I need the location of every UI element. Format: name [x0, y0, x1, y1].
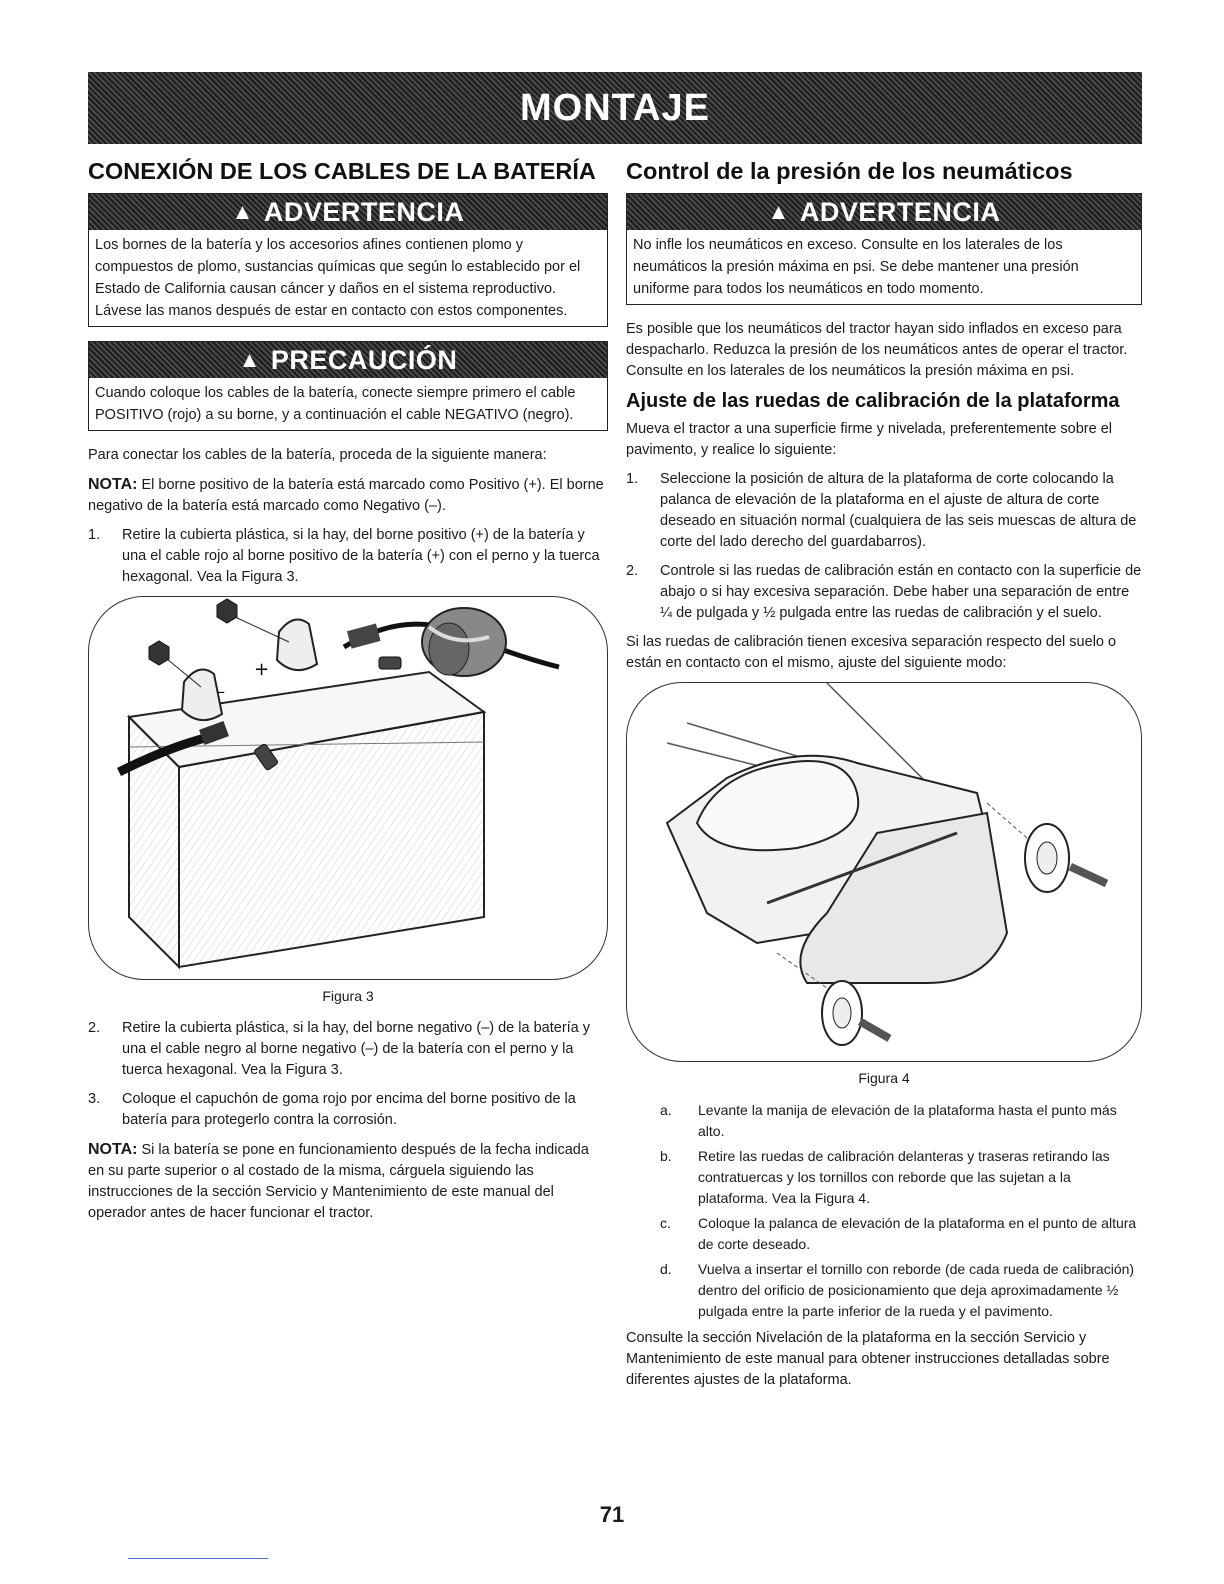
gauge-intro: Mueva el tractor a una superficie firme y nivelada, preferentemente sobre el pavimento, y realice lo siguiente: — [626, 421, 1112, 458]
banner-title: MONTAJE — [520, 86, 710, 129]
battery-intro: Para conectar los cables de la batería, proceda de la siguiente manera: — [88, 447, 547, 463]
plus-mark: + — [254, 659, 270, 680]
note-label: NOTA: — [88, 476, 138, 493]
warning-header — [627, 194, 1141, 230]
adjust-intro: Si las ruedas de calibración tienen excesiva separación respecto del suelo o están en contacto con el mismo, ajuste del siguiente modo: — [626, 634, 1117, 671]
step-text: Retire la cubierta plástica, si la hay, del borne negativo (–) de la batería y una el cable negro al borne negativo (–) de la batería con el perno y la tuerca hexagonal. Vea la Figura 3. — [122, 1020, 591, 1078]
battery-diagram — [89, 597, 608, 979]
list-item — [88, 1089, 608, 1131]
warning-triangle-icon: ▲ — [238, 347, 261, 372]
list-item — [660, 1146, 1142, 1209]
warning-text: No infle los neumáticos en exceso. Consulte en los laterales de los neumáticos la presión máxima en psi. Se debe mantener una presión uniforme para todos los neumáticos en todo momento. — [633, 237, 1079, 297]
figure-3-battery-illustration — [88, 596, 608, 980]
section-banner — [88, 72, 1142, 144]
caution-text: Cuando coloque los cables de la batería, conecte siempre primero el cable POSITIVO (rojo) a su borne, y a continuación el cable NEGATIVO (negro). — [95, 385, 576, 423]
step-number: 2. — [88, 1020, 101, 1036]
list-item — [660, 1213, 1142, 1255]
list-item — [626, 469, 1142, 553]
figure-4-deck-illustration — [626, 682, 1142, 1062]
substep-letter: d. — [660, 1261, 672, 1277]
step-text: Seleccione la posición de altura de la plataforma de corte colocando la palanca de elevación de la plataforma en el ajuste de altura de corte deseado en situación normal (cualquiera de las seis muescas de altura de corte del lado derecho del guardabarros). — [660, 471, 1137, 550]
left-column — [88, 158, 608, 1232]
list-item — [660, 1259, 1142, 1322]
deck-wheel-diagram — [627, 683, 1142, 1061]
note-label: NOTA: — [88, 1141, 138, 1158]
warning-triangle-icon: ▲ — [231, 199, 254, 224]
footer-rule — [128, 1558, 268, 1559]
pressure-text: Es posible que los neumáticos del tractor hayan sido inflados en exceso para despacharlo. Reduzca la presión de los neumáticos antes de operar el tractor. Consulte en los laterales de los neumáticos la presión máxima en psi. — [626, 321, 1128, 379]
warning-box — [88, 193, 608, 327]
figure-4-caption: Figura 4 — [858, 1070, 910, 1086]
caution-header — [89, 342, 607, 378]
step-number: 3. — [88, 1091, 101, 1107]
closing-text: Consulte la sección Nivelación de la plataforma en la sección Servicio y Mantenimiento de este manual para obtener instrucciones detalladas sobre diferentes ajustes de la plataforma. — [626, 1330, 1110, 1388]
caution-box — [88, 341, 608, 431]
step-text: Controle si las ruedas de calibración están en contacto con la superficie de abajo o si hay excesiva separación. Debe haber una separación de entre ¼ de pulgada y ½ pulgada entre las ruedas de calibración y el suelo. — [660, 563, 1142, 621]
list-item — [626, 561, 1142, 624]
step-text: Retire la cubierta plástica, si la hay, del borne positivo (+) de la batería y una el cable rojo al borne positivo de la batería (+) con el perno y la tuerca hexagonal. Vea la Figura 3. — [122, 527, 600, 585]
battery-cables-heading: CONEXIÓN DE LOS CABLES DE LA BATERÍA — [88, 158, 596, 184]
step-number: 1. — [626, 471, 639, 487]
warning-title: ADVERTENCIA — [799, 196, 1001, 227]
substep-letter: b. — [660, 1148, 672, 1164]
step-number: 2. — [626, 563, 639, 579]
warning-triangle-icon: ▲ — [767, 199, 790, 224]
note-terminals — [88, 474, 608, 517]
warning-title: ADVERTENCIA — [263, 196, 465, 227]
step-text: Coloque el capuchón de goma rojo por encima del borne positivo de la batería para protegerlo contra la corrosión. — [122, 1091, 576, 1128]
note-text: Si la batería se pone en funcionamiento después de la fecha indicada en su parte superior o al costado de la misma, cárguela siguiendo las instrucciones de la sección Servicio y Mantenimiento de este manual del operador antes de hacer funcionar el tractor. — [88, 1142, 589, 1221]
warning-header — [89, 194, 607, 230]
minus-mark: – — [217, 682, 225, 701]
list-item — [88, 525, 608, 588]
warning-box — [626, 193, 1142, 305]
step-number: 1. — [88, 527, 101, 543]
warning-text: Los bornes de la batería y los accesorios afines contienen plomo y compuestos de plomo, sustancias químicas que según lo establecido por el Estado de California causan cáncer y daños en el sistema reproductivo. Lávese las manos después de estar en contacto con estos componentes. — [95, 237, 581, 319]
right-column — [626, 158, 1142, 1399]
substep-letter: c. — [660, 1215, 671, 1231]
figure-3-caption: Figura 3 — [322, 988, 374, 1004]
tire-pressure-heading: Control de la presión de los neumáticos — [626, 158, 1073, 184]
list-item — [660, 1100, 1142, 1142]
page-number: 71 — [599, 1502, 625, 1527]
note-charge — [88, 1139, 608, 1224]
substep-text: Levante la manija de elevación de la plataforma hasta el punto más alto. — [698, 1102, 1117, 1139]
note-text: El borne positivo de la batería está marcado como Positivo (+). El borne negativo de la batería está marcado como Negativo (–). — [88, 477, 604, 514]
substep-text: Coloque la palanca de elevación de la plataforma en el punto de altura de corte deseado. — [698, 1215, 1137, 1252]
substep-letter: a. — [660, 1102, 672, 1118]
gauge-wheels-heading: Ajuste de las ruedas de calibración de la plataforma — [626, 390, 1120, 412]
list-item — [88, 1018, 608, 1081]
substep-text: Retire las ruedas de calibración delanteras y traseras retirando las contratuercas y los tornillos con reborde que las sujetan a la plataforma. Vea la Figura 4. — [698, 1148, 1110, 1206]
substep-text: Vuelva a insertar el tornillo con reborde (de cada rueda de calibración) dentro del orificio de posicionamiento que deja aproximadamente ½ pulgada entre la parte inferior de la rueda y el pavimento. — [698, 1261, 1135, 1319]
caution-title: PRECAUCIÓN — [270, 344, 458, 375]
